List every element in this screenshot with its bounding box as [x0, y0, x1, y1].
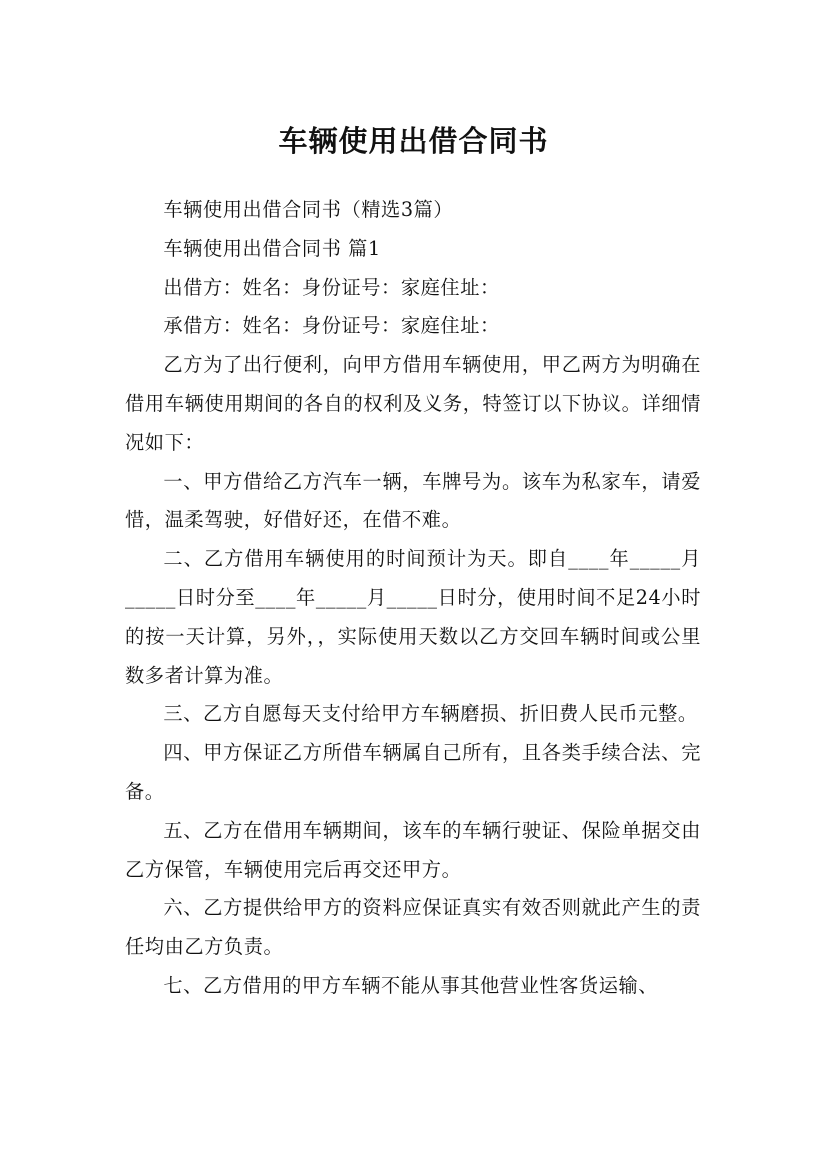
clause-2: 二、乙方借用车辆使用的时间预计为天。即自____年_____月_____日时分至____年_____月_____日时分，使用时间不足24小时的按一天计算，另外，，实际使用天数以乙方交回车辆时间或公里数多者计算为准。 [125, 547, 701, 687]
paragraph-borrower-info: 承借方：姓名：身份证号：家庭住址： [163, 314, 500, 338]
paragraph-subtitle: 车辆使用出借合同书（精选3篇） [163, 198, 454, 221]
clause-4: 四、甲方保证乙方所借车辆属自己所有，且各类手续合法、完备。 [125, 741, 701, 803]
clause-6: 六、乙方提供给甲方的资料应保证真实有效否则就此产生的责任均由乙方负责。 [125, 896, 701, 959]
paragraph-lender-info: 出借方：姓名：身份证号：家庭住址： [163, 275, 500, 299]
clause-7: 七、乙方借用的甲方车辆不能从事其他营业性客货运输、 [163, 973, 659, 997]
clause-3: 三、乙方自愿每天支付给甲方车辆磨损、折旧费人民币元整。 [163, 702, 698, 726]
clause-1: 一、甲方借给乙方汽车一辆，车牌号为。该车为私家车，请爱惜，温柔驾驶，好借好还，在借不难。 [125, 469, 701, 532]
clause-5: 五、乙方在借用车辆期间，该车的车辆行驶证、保险单据交由乙方保管，车辆使用完后再交还甲方。 [125, 818, 701, 881]
document-body [125, 191, 701, 1006]
paragraph-section-heading: 车辆使用出借合同书 篇1 [163, 236, 381, 260]
document-title: 车辆使用出借合同书 [278, 124, 549, 159]
paragraph-preamble: 乙方为了出行便利，向甲方借用车辆使用，甲乙两方为明确在借用车辆使用期间的各自的权利及义务，特签订以下协议。详细情况如下： [125, 353, 701, 454]
